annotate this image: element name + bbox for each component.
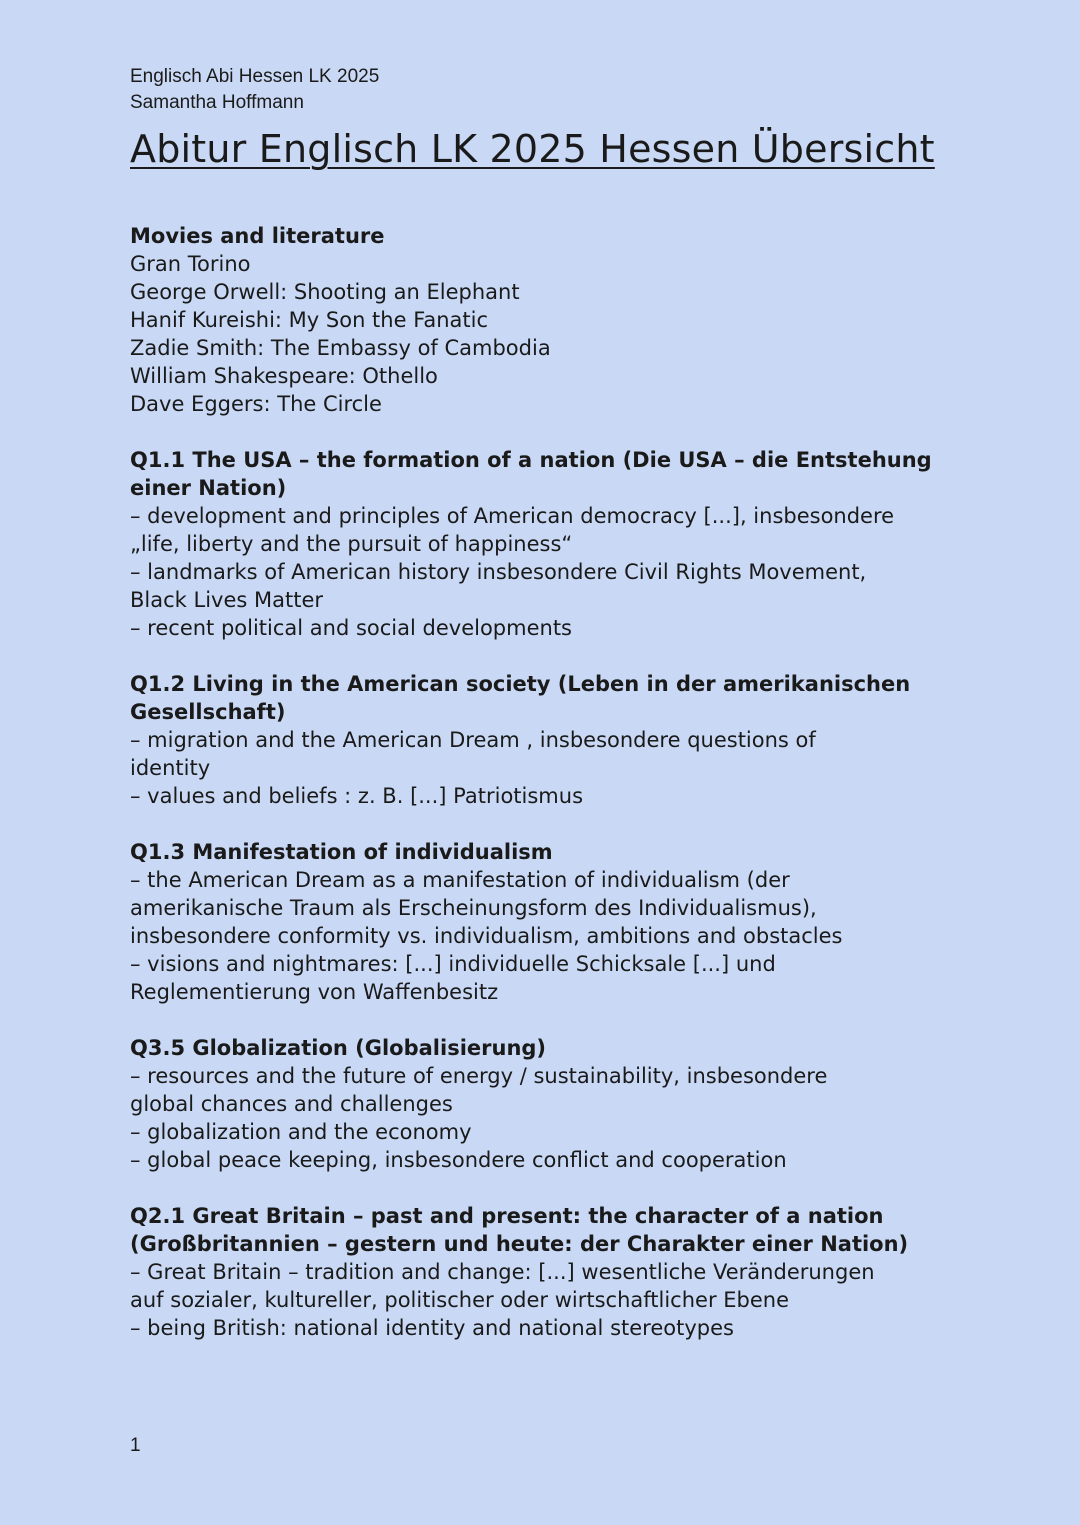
section-heading-continued: Gesellschaft) bbox=[130, 700, 286, 724]
list-item: global chances and challenges bbox=[130, 1092, 453, 1116]
list-item: Hanif Kureishi: My Son the Fanatic bbox=[130, 308, 489, 332]
list-item: insbesondere conformity vs. individualism, ambitions and obstacles bbox=[130, 924, 843, 948]
list-item: – development and principles of American democracy [...], insbesondere bbox=[130, 504, 895, 528]
page-number: 1 bbox=[130, 1435, 141, 1456]
list-item: Zadie Smith: The Embassy of Cambodia bbox=[130, 336, 551, 360]
section-q1-2 bbox=[130, 670, 960, 810]
list-item: – Great Britain – tradition and change: [...] wesentliche Veränderungen bbox=[130, 1260, 875, 1284]
list-item: – values and beliefs : z. B. [...] Patriotismus bbox=[130, 784, 584, 808]
section-movies-literature bbox=[130, 222, 960, 418]
section-q2-1 bbox=[130, 1202, 960, 1342]
list-item: George Orwell: Shooting an Elephant bbox=[130, 280, 520, 304]
list-item: – visions and nightmares: [...] individuelle Schicksale [...] und bbox=[130, 952, 776, 976]
list-item: Gran Torino bbox=[130, 252, 251, 276]
list-item: auf sozialer, kultureller, politischer oder wirtschaftlicher Ebene bbox=[130, 1288, 790, 1312]
section-heading-continued: einer Nation) bbox=[130, 476, 287, 500]
list-item: Black Lives Matter bbox=[130, 588, 323, 612]
list-item: – landmarks of American history insbesondere Civil Rights Movement, bbox=[130, 560, 867, 584]
section-heading: Q3.5 Globalization (Globalisierung) bbox=[130, 1036, 547, 1060]
section-heading-continued: (Großbritannien – gestern und heute: der Charakter einer Nation) bbox=[130, 1232, 909, 1256]
list-item: – recent political and social developments bbox=[130, 616, 572, 640]
document-header-author: Samantha Hoffmann bbox=[130, 92, 304, 113]
section-q1-3 bbox=[130, 838, 960, 1006]
list-item: Reglementierung von Waffenbesitz bbox=[130, 980, 499, 1004]
section-heading: Q1.1 The USA – the formation of a nation (Die USA – die Entstehung bbox=[130, 448, 932, 472]
section-heading: Q1.2 Living in the American society (Leben in der amerikanischen bbox=[130, 672, 911, 696]
list-item: – globalization and the economy bbox=[130, 1120, 472, 1144]
list-item: William Shakespeare: Othello bbox=[130, 364, 438, 388]
list-item: identity bbox=[130, 756, 211, 780]
list-item: – being British: national identity and national stereotypes bbox=[130, 1316, 734, 1340]
section-heading: Q1.3 Manifestation of individualism bbox=[130, 840, 553, 864]
section-heading: Movies and literature bbox=[130, 224, 385, 248]
document-page bbox=[130, 64, 960, 1342]
list-item: amerikanische Traum als Erscheinungsform des Individualismus), bbox=[130, 896, 817, 920]
page-title: Abitur Englisch LK 2025 Hessen Übersicht bbox=[130, 127, 935, 171]
list-item: – migration and the American Dream , insbesondere questions of bbox=[130, 728, 816, 752]
list-item: Dave Eggers: The Circle bbox=[130, 392, 382, 416]
list-item: – global peace keeping, insbesondere conflict and cooperation bbox=[130, 1148, 787, 1172]
section-q1-1 bbox=[130, 446, 960, 642]
document-header-course: Englisch Abi Hessen LK 2025 bbox=[130, 66, 380, 87]
section-q3-5 bbox=[130, 1034, 960, 1174]
list-item: „life, liberty and the pursuit of happiness“ bbox=[130, 532, 573, 556]
list-item: – resources and the future of energy / sustainability, insbesondere bbox=[130, 1064, 828, 1088]
section-heading: Q2.1 Great Britain – past and present: the character of a nation bbox=[130, 1204, 884, 1228]
list-item: – the American Dream as a manifestation of individualism (der bbox=[130, 868, 790, 892]
